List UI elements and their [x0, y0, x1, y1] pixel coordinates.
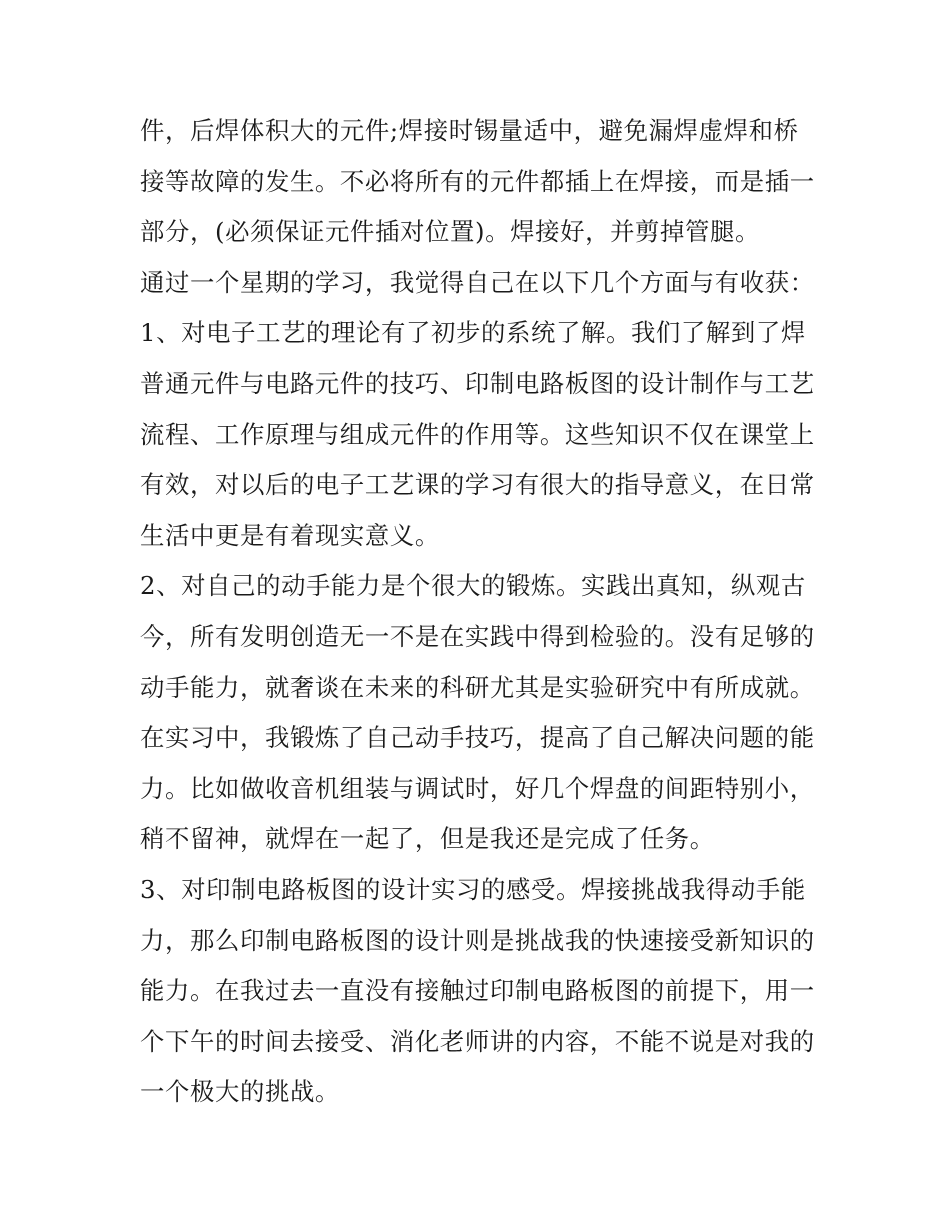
text-line: 力，那么印制电路板图的设计则是挑战我的快速接受新知识的	[140, 925, 815, 955]
text-line: 在实习中，我锻炼了自己动手技巧，提高了自己解决问题的能	[140, 723, 815, 753]
document-body	[140, 106, 820, 1118]
text-line: 接等故障的发生。不必将所有的元件都插上在焊接，而是插一	[140, 166, 815, 196]
text-line: 流程、工作原理与组成元件的作用等。这些知识不仅在课堂上	[140, 419, 815, 449]
text-line: 通过一个星期的学习，我觉得自己在以下几个方面与有收获：	[140, 267, 815, 297]
text-line: 2、对自己的动手能力是个很大的锻炼。实践出真知，纵观古	[140, 571, 806, 601]
text-line: 稍不留神，就焊在一起了，但是我还是完成了任务。	[140, 824, 715, 854]
text-line: 今，所有发明创造无一不是在实践中得到检验的。没有足够的	[140, 621, 815, 651]
text-line: 一个极大的挑战。	[140, 1077, 340, 1107]
text-line: 件，后焊体积大的元件;焊接时锡量适中，避免漏焊虚焊和桥	[140, 116, 799, 145]
text-line: 动手能力，就奢谈在未来的科研尤其是实验研究中有所成就。	[140, 672, 815, 702]
text-line: 3、对印制电路板图的设计实习的感受。焊接挑战我得动手能	[140, 874, 806, 904]
text-line: 普通元件与电路元件的技巧、印制电路板图的设计制作与工艺	[140, 368, 815, 398]
text-line: 生活中更是有着现实意义。	[140, 520, 440, 550]
text-line: 1、对电子工艺的理论有了初步的系统了解。我们了解到了焊	[140, 318, 806, 348]
text-line: 有效，对以后的电子工艺课的学习有很大的指导意义，在日常	[140, 470, 815, 500]
text-line: 能力。在我过去一直没有接触过印制电路板图的前提下，用一	[140, 976, 815, 1006]
text-line: 部分，(必须保证元件插对位置)。焊接好，并剪掉管腿。	[140, 217, 761, 247]
text-line: 个下午的时间去接受、消化老师讲的内容，不能不说是对我的	[140, 1026, 815, 1056]
text-line: 力。比如做收音机组装与调试时，好几个焊盘的间距特别小，	[140, 773, 815, 803]
